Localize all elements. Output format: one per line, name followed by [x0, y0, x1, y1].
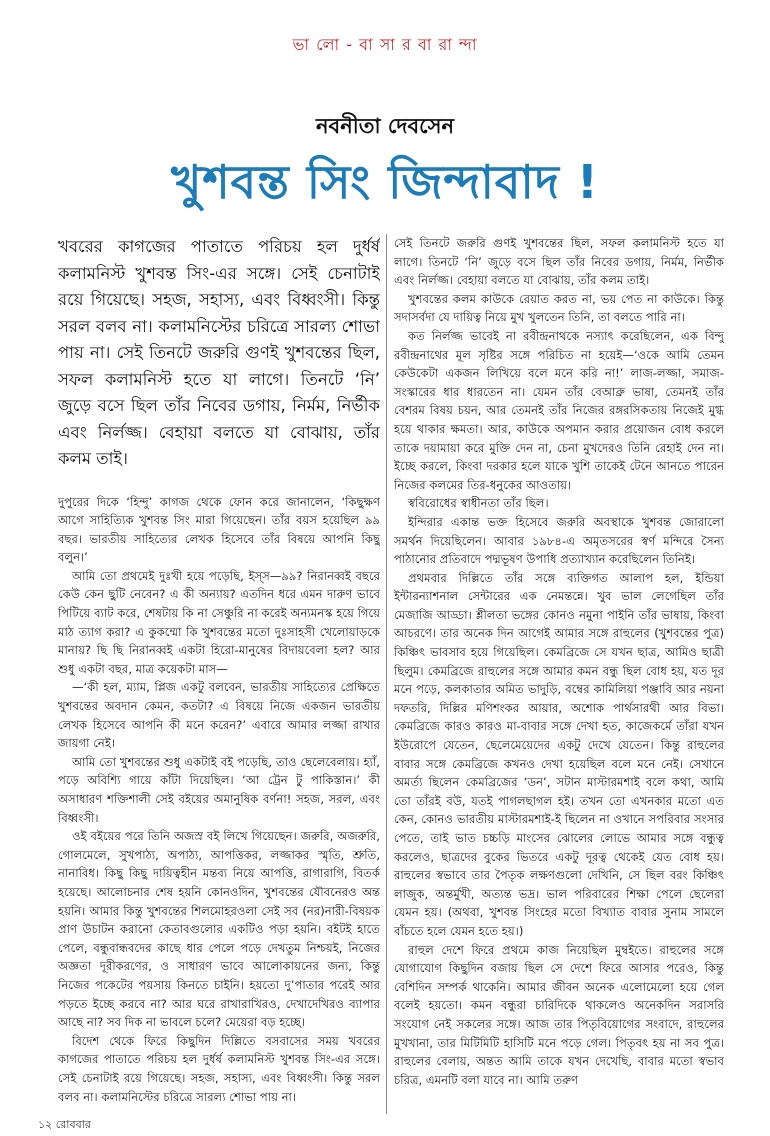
article-title: খুশবন্ত সিং জিন্দাবাদ ! — [171, 155, 599, 209]
body-paragraph: —‘কী হল, ম্যাম, প্লিজ একটু বলবেন, ভারতীয় সাহিত্যের প্রেক্ষিতে খুশবন্তের অবদান কেমন, কতটা? এ বিষয়ে নিজে একজন ভারতীয় লেখক হিসেবে আপনি কী মনে করেন?’ এবারে আমার লজ্জা রাখার জায়গা নেই। — [58, 680, 380, 751]
body-paragraph: ইন্দিরার একান্ত ভক্ত হিসেবে জরুরি অবস্থাকে খুশবন্ত জোরালো সমর্থন দিয়েছিলেন। আবার ১৯৮৪-এ অমৃতসরের স্বর্ণ মন্দিরে সৈন্য পাঠানোর প্রতিবাদে পদ্মভূষণ উপাধি প্রত্যাখ্যান করেছিলেন তিনিই। — [394, 514, 724, 567]
body-paragraph: ওই বইয়ের পরে তিনি অজস্র বই লিখে গিয়েছেন। জরুরি, অজরুরি, গোলমেলে, সুখপাঠ্য, অপাঠ্য, আপত্তিকর, লজ্জাকর স্মৃতি, শ্রুতি, নানাবিধ। কিছু কিছু দায়িত্বহীন মন্তব্য নিয়ে আপত্তি, রাগারাগি, বিতর্ক হয়েছে। আলোচনার শেষ হয়নি কোনওদিন, খুশবন্তের যৌবনেরও অন্ত হয়নি। আমার কিন্তু খুশবন্তের শিলমোহরওলা সেই সব (নর)নারী-বিষয়ক প্রাণ উচাটন করানো কেতাবগুলোর একটিও পড়া হয়নি। বইটই হাতে পেলে, বন্ধুবান্ধবদের কাছে ধার পেলে পড়ে দেখতুম নিশ্চয়ই, নিজের অজ্ঞতা দূরীকরণের, ও সাধারণ ভাবে আলোকায়নের জন্য, কিন্তু নিজের পকেটের পয়সায় কিনতে চাইনি। হয়তো দু’পাতার পরেই আর পড়তে ইচ্ছে করবে না? আর ঘরে রাখারাখিরও, দেখাদেখিরও ব্যাপার আছে না? সব দিক না ভাবলে চলে? মেয়েরা বড় হচ্ছে। — [58, 829, 380, 1030]
column-divider — [386, 234, 387, 1114]
section-label: ভা লো - বা সা র বা রা ন্দা — [292, 35, 478, 54]
body-paragraph: প্রথমবার দিল্লিতে তাঁর সঙ্গে ব্যক্তিগত আলাপ হল, ইন্ডিয়া ইন্টারন্যাশনাল সেন্টারের এক নেমন্তন্নে। খুব ভাল লেগেছিল তাঁর মেজাজি আড্ডা। শ্লীলতা ভঙ্গের কোনও নমুনা পাইনি তাঁর ভাষায়, কিংবা আচরণে। তার অনেক দিন আগেই আমার সঙ্গে রাহুলের (খুশবন্তের পুত্র) কিঞ্চিৎ ভাবসাব হয়ে গিয়েছিল। কেমব্রিজে সে যখন ছাত্র, আমিও ছাত্রী ছিলুম। কেমব্রিজে রাহুলের সঙ্গে আমার কমন বন্ধু ছিল বোধ হয়, যত দূর মনে পড়ে, কলকাতার অমিত ভাদুড়ি, বম্বের কামিলিয়া পঞ্জাবি আর নয়না দফতরি, দিল্লির মণিশংকর আয়ার, অশোক পার্থসারথী আর বিভা। কেমব্রিজে কারও কারও মা-বাবার সঙ্গে দেখা হত, কাজেকর্মে তাঁরা যখন ইউরোপে যেতেন, ছেলেমেয়েদের একটু দেখে যেতেন। কিন্তু রাহুলের বাবার সঙ্গে কেমব্রিজে কখনও দেখা হয়েছিল বলে মনে নেই। সেখানে অমর্ত্য ছিলেন কেমব্রিজের ‘ডন’, সটান মাস্টারমশাই বলে কথা, আমি তো তাঁরই বউ, যতই পাগলছাগল হই। তখন তো এখনকার মতো এত কেন, কোনও ভারতীয় মাস্টারমশাই-ই ছিলেন না ওখানে সপরিবার সংসার পেতে, তাই ভাত চচ্চড়ি মাংসের ঝোলের লোভে আমার সঙ্গে বন্ধুত্ব করলেও, ছাত্রদের বুকের ভিতরে একটু দূরত্ব থেকেই যেত বোধ হয়। রাহুলের স্বভাবে তার পৈতৃক লক্ষণগুলো দেখিনি, সে ছিল বরং কিঞ্চিৎ লাজুক, অন্তর্মুখী, অত্যন্ত ভদ্র। ভাল পরিবারের শিক্ষা পেলে ছেলেরা যেমন হয়। (অথবা, খুশবন্ত সিংহের মতো বিখ্যাত বাবার সুনাম সামলে বাঁচতে হলে যেমন হতে হয়।) — [394, 570, 724, 938]
author-name: নবনীতা দেবসেন — [315, 114, 454, 138]
body-paragraph: আমি তো প্রথমেই দুঃখী হয়ে পড়েছি, ইস্‌স—৯৯? নিরানব্বই বছরে কেউ কেন ছুটি নেবেন? এ কী অন্যায়? এতদিন ধরে এমন দারুণ ভাবে পিটিয়ে ব্যাট করে, শেষটায় কি না সেঞ্চুরি না করেই অন্যমনস্ক হয়ে গিয়ে মাঠ ত্যাগ করা? এ কুকম্মো কি খুশবন্তের মতো দুঃসাহসী খেলোয়াড়কে মানায়? ছি ছি নিরানব্বই একটা হিরো-মানুষের বিদায়বেলা হল? আর শুধু একটা বছর, মাত্র কয়েকটা মাস— — [58, 568, 380, 676]
body-paragraph: আমি তো খুশবন্তের শুধু একটাই বই পড়েছি, তাও ছেলেবেলায়। হ্যাঁ, পড়ে অবিশ্যি গায়ে কাঁটা দিয়েছিল। ‘আ ট্রেন টু পাকিস্তান।’ কী অসাধারণ শক্তিশালী সেই বইয়ের অমানুষিক বর্ণনা! সহজ, সরল, এবং বিধ্বংসী। — [58, 754, 380, 825]
right-column — [394, 234, 724, 1116]
body-paragraph: স্ববিরোধের স্বাধীনতা তাঁর ছিল। — [408, 496, 549, 511]
body-paragraph: দুপুরের দিকে ‘হিন্দু’ কাগজ থেকে ফোন করে জানালেন, ‘কিছুক্ষণ আগে সাহিত্যিক খুশবন্ত সিং মারা গিয়েছেন। তাঁর বয়স হয়েছিল ৯৯ বছর। ভারতীয় সাহিত্যের লেখক হিসেবে তাঁর বিষয়ে আপনি কিছু বলুন।’ — [58, 494, 380, 565]
body-paragraph: বিদেশ থেকে ফিরে কিছুদিন দিল্লিতে বসবাসের সময় খবরের কাগজের পাতাতে পরিচয় হল দুর্ধর্ষ কলামনিস্ট খুশবন্ত সিং-এর সঙ্গে। সেই চেনাটাই রয়ে গিয়েছে। সহজ, সহাস্য, এবং বিধ্বংসী। কিন্তু সরল বলব না। কলামনিস্টের চরিত্রে সারল্য শোভা পায় না। — [58, 1033, 380, 1104]
left-column — [58, 234, 380, 1114]
body-paragraph: খুশবন্তের কলম কাউকে রেয়াত করত না, ভয় পেত না কাউকে। কিন্তু সদাসর্বদা যে দায়িত্ব নিয়ে মুখ খুলতেন তিনি, তা বলতে পারি না। — [394, 291, 724, 325]
body-paragraph: সেই তিনটে জরুরি গুণই খুশবন্তের ছিল, সফল কলামনিস্ট হতে যা লাগে। তিনটে ‘নি’ জুড়ে বসে ছিল তাঁর নিবের ডগায়, নির্মম, নির্ভীক এবং নির্লজ্জ। বেহায়া বলতে যা বোঝায়, তাঁর কলম তাই। — [394, 236, 724, 288]
article-lede: খবরের কাগজের পাতাতে পরিচয় হল দুর্ধর্ষ কলামনিস্ট খুশবন্ত সিং-এর সঙ্গে। সেই চেনাটাই রয়ে গিয়েছে। সহজ, সহাস্য, এবং বিধ্বংসী। কিন্তু সরল বলব না। কলামনিস্টের চরিত্রে সারল্য শোভা পায় না। সেই তিনটে জরুরি গুণই খুশবন্তের ছিল, সফল কলামনিস্ট হতে যা লাগে। তিনটে ‘নি’ জুড়ে বসে ছিল তাঁর নিবের ডগায়, নির্মম, নির্ভীক এবং নির্লজ্জ। বেহায়া বলতে যা বোঝায়, তাঁর কলম তাই। — [58, 237, 380, 468]
page-number: ১২ রোববার — [38, 1118, 91, 1131]
body-paragraph: কত নির্লজ্জ ভাবেই না রবীন্দ্রনাথকে নস্যাৎ করেছিলেন, এক বিন্দু রবীন্দ্রনাথের মূল সৃষ্টির সঙ্গে পরিচিত না হয়েই—‘ওকে আমি তেমন কেউকেটা একজন লিখিয়ে বলে মনে করি না!’ লাজ-লজ্জা, সমাজ-সংস্কারের ধার ধারতেন না। যেমন তাঁর বেআব্রু ভাষা, তেমনই তাঁর বেশরম বিষয় চয়ন, আর তেমনই তাঁর নিজের রঙ্গরসিকতায় নিজেই মুগ্ধ হয়ে থাকার ক্ষমতা। আর, কাউকে অপমান করার প্রয়োজন বোধ করলে তাকে দয়ামায়া করে মুক্তি দেন না, চেনা মুখদেরও তিনি রেহাই দেন না। ইচ্ছে করলে, কিংবা দরকার হলে যাকে খুশি তাকেই টেনে আনতে পারেন নিজের কলমের তির-ধনুকের আওতায়। — [394, 328, 724, 492]
body-paragraph: রাহুল দেশে ফিরে প্রথমে কাজ নিয়েছিল মুম্বইতে। রাহুলের সঙ্গে যোগাযোগ কিছুদিন বজায় ছিল সে দেশে ফিরে আসার পরেও, কিন্তু বেশিদিন সম্পর্ক থাকেনি। আমার জীবন অনেক এলোমেলো হয়ে গেল বলেই হয়তো। কমন বন্ধুরা চারিদিকে থাকলেও অনেকদিন সরাসরি সংযোগ নেই সকলের সঙ্গে। আজ তার পিতৃবিয়োগের সংবাদে, রাহুলের মুখখানা, তার মিটিমিটি হাসিটি মনে পড়ে গেল। পিতৃবৎ হয় না সব পুত্র। রাহুলের বেলায়, অন্তত আমি তাকে যখন দেখেছি, বাবার মতো স্বভাব চরিত্র, এমনটি বলা যাবে না। আমি তরুণ — [394, 942, 724, 1087]
